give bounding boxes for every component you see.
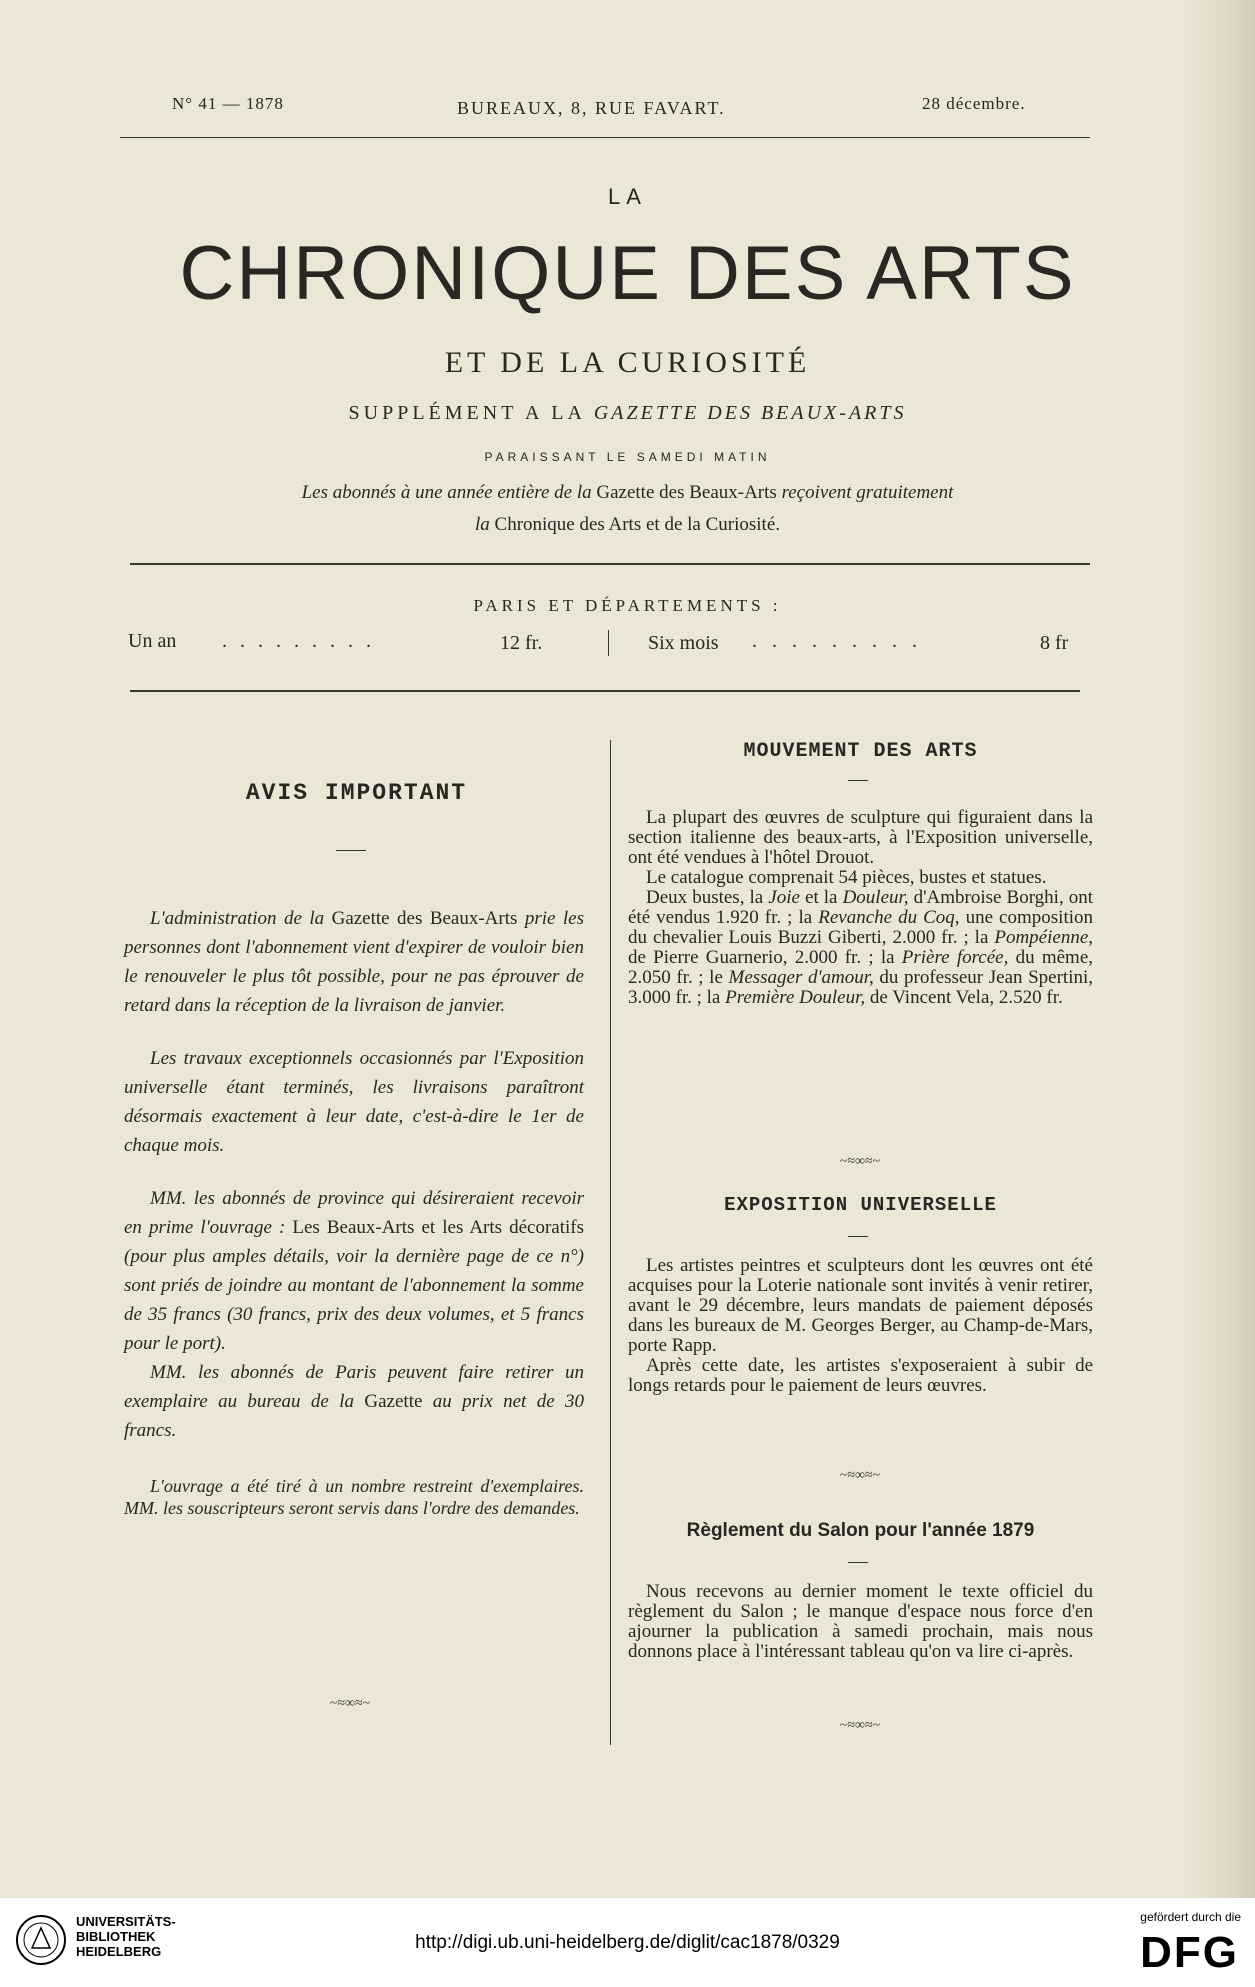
- left-column: [124, 780, 589, 806]
- subscription-heading: PARIS ET DÉPARTEMENTS :: [473, 596, 782, 615]
- uni-line-3: HEIDELBERG: [76, 1944, 162, 1959]
- exposition-title-wrap: [628, 1194, 1093, 1216]
- issue-date: 28 décembre.: [922, 94, 1026, 113]
- masthead-title: CHRONIQUE DES ARTS: [179, 231, 1076, 316]
- exposition-dash: [848, 1236, 868, 1237]
- exposition-paragraph-2: Après cette date, les artistes s'exposeraient à subir de longs retards pour le paiement de leurs œuvres.: [628, 1355, 1093, 1396]
- reglement-body: [628, 1582, 1093, 1662]
- supplement-line: [0, 402, 1255, 425]
- dfg-logo: DFG: [1140, 1928, 1239, 1977]
- header-rule: [120, 137, 1090, 138]
- masthead-subtitle: ET DE LA CURIOSITÉ: [444, 346, 811, 379]
- abonnes-line-1: [0, 478, 1255, 507]
- avis-paragraph-3: MM. les abonnés de province qui désireraient recevoir en prime l'ouvrage : Les Beaux-Arts et les Arts décoratifs (pour plus amples détails, voir la dernière page de ce n°) sont priés de joindre au montant de l'abonnement la somme de 35 francs (30 francs, prix des deux volumes, et 5 francs pour le port).: [124, 1188, 584, 1354]
- year-dots: . . . . . . . . .: [222, 630, 375, 652]
- supplement-lead: SUPPLÉMENT A LA: [348, 402, 585, 424]
- abonnes-line-2: [0, 510, 1255, 539]
- price-separator: [608, 630, 609, 656]
- reglement-dash: [848, 1562, 868, 1563]
- bureaux-address: BUREAUX, 8, RUE FAVART.: [457, 98, 726, 118]
- abonnes-text-e: Chronique des Arts et de la Curiosité.: [494, 514, 780, 535]
- mouvement-dash: [848, 780, 868, 781]
- year-label: Un an: [128, 630, 177, 652]
- paraissant-line: PARAISSANT LE SAMEDI MATIN: [484, 450, 771, 464]
- right-column: [628, 740, 1093, 763]
- issue-number: N° 41 — 1878: [172, 94, 284, 113]
- exposition-ornament: ~≈∞≈~: [839, 1468, 881, 1483]
- funded-by-text: gefördert durch die: [1140, 1910, 1241, 1924]
- reglement-ornament: ~≈∞≈~: [839, 1718, 881, 1733]
- mouvement-body: [628, 808, 1093, 1008]
- year-price: 12 fr.: [500, 632, 543, 654]
- supplement-publication: GAZETTE DES BEAUX-ARTS: [593, 402, 907, 424]
- avis-paragraphs: [124, 904, 584, 1519]
- avis-title-dash: [336, 850, 366, 851]
- exposition-paragraph-1: Les artistes peintres et sculpteurs dont les œuvres ont été acquises pour la Loterie nationale sont invités à venir retirer, avant le 29 décembre, leurs mandats de paiement déposés dans les bureaux de M. Georges Berger, au Champ-de-Mars, porte Rapp.: [628, 1255, 1093, 1356]
- avis-important-title: AVIS IMPORTANT: [245, 780, 468, 806]
- avis-paragraph-1: L'administration de la Gazette des Beaux-Arts prie les personnes dont l'abonnement vient d'expirer de vouloir bien le renouveler le plus tôt possible, pour ne pas éprouver de retard dans la réception de la livraison de janvier.: [124, 908, 585, 1016]
- mouvement-paragraph-1: La plupart des œuvres de sculpture qui figuraient dans la section italienne des beaux-arts, à l'Exposition universelle, ont été vendues à l'hôtel Drouot.: [628, 807, 1093, 868]
- footer-bar: [0, 1898, 1255, 1987]
- reglement-title-wrap: [618, 1520, 1103, 1542]
- reglement-title: Règlement du Salon pour l'année 1879: [686, 1520, 1035, 1541]
- six-months-label: Six mois: [648, 632, 719, 654]
- column-divider: [610, 740, 611, 1745]
- mouvement-title: MOUVEMENT DES ARTS: [743, 740, 978, 763]
- mouvement-ornament: ~≈∞≈~: [839, 1154, 881, 1169]
- uni-line-1: UNIVERSITÄTS-: [76, 1914, 176, 1929]
- mouvement-paragraph-3: Deux bustes, la Joie et la Douleur, d'Ambroise Borghi, ont été vendus 1.920 fr. ; la Revanche du Coq, une composition du chevalier Louis Buzzi Giberti, 2.000 fr. ; la Pompéienne, de Pierre Guarnerio, 2.000 fr. ; la Prière forcée, du même, 2.050 fr. ; le Messager d'amour, du professeur Jean Spertini, 3.000 fr. ; la Première Douleur, de Vincent Vela, 2.520 fr.: [628, 887, 1094, 1008]
- six-months-price: 8 fr: [1040, 632, 1069, 654]
- source-url[interactable]: http://digi.ub.uni-heidelberg.de/diglit/cac1878/0329: [415, 1932, 840, 1953]
- mouvement-paragraph-2: Le catalogue comprenait 54 pièces, bustes et statues.: [646, 867, 1047, 888]
- avis-paragraph-2: Les travaux exceptionnels occasionnés par l'Exposition universelle étant terminés, les livraisons paraîtront désormais exactement à leur date, c'est-à-dire le 1er de chaque mois.: [124, 1048, 584, 1156]
- masthead-rule: [130, 563, 1090, 565]
- exposition-body: [628, 1256, 1093, 1396]
- abonnes-text-a: Les abonnés à une année entière de la: [301, 482, 592, 503]
- subscription-rule: [130, 690, 1080, 692]
- avis-paragraph-4: MM. les abonnés de Paris peuvent faire retirer un exemplaire au bureau de la Gazette au prix net de 30 francs.: [124, 1362, 585, 1441]
- uni-line-2: BIBLIOTHEK: [76, 1929, 156, 1944]
- reglement-paragraph-1: Nous recevons au dernier moment le texte officiel du règlement du Salon ; le manque d'espace nous force d'en ajourner la publication à samedi prochain, mais nous donnons place à l'intéressant tableau qu'on va lire ci-après.: [628, 1581, 1093, 1662]
- abonnes-text-b: Gazette des Beaux-Arts: [596, 482, 777, 503]
- six-months-dots: . . . . . . . . .: [752, 630, 922, 652]
- exposition-title: EXPOSITION UNIVERSELLE: [724, 1194, 997, 1216]
- abonnes-text-d: la: [474, 514, 490, 535]
- avis-paragraph-5: L'ouvrage a été tiré à un nombre restreint d'exemplaires. MM. les souscripteurs seront servis dans l'ordre des demandes.: [124, 1476, 584, 1518]
- left-ornament: ~≈∞≈~: [329, 1696, 371, 1711]
- abonnes-text-c: reçoivent gratuitement: [781, 482, 954, 503]
- masthead-la: LA: [608, 184, 647, 209]
